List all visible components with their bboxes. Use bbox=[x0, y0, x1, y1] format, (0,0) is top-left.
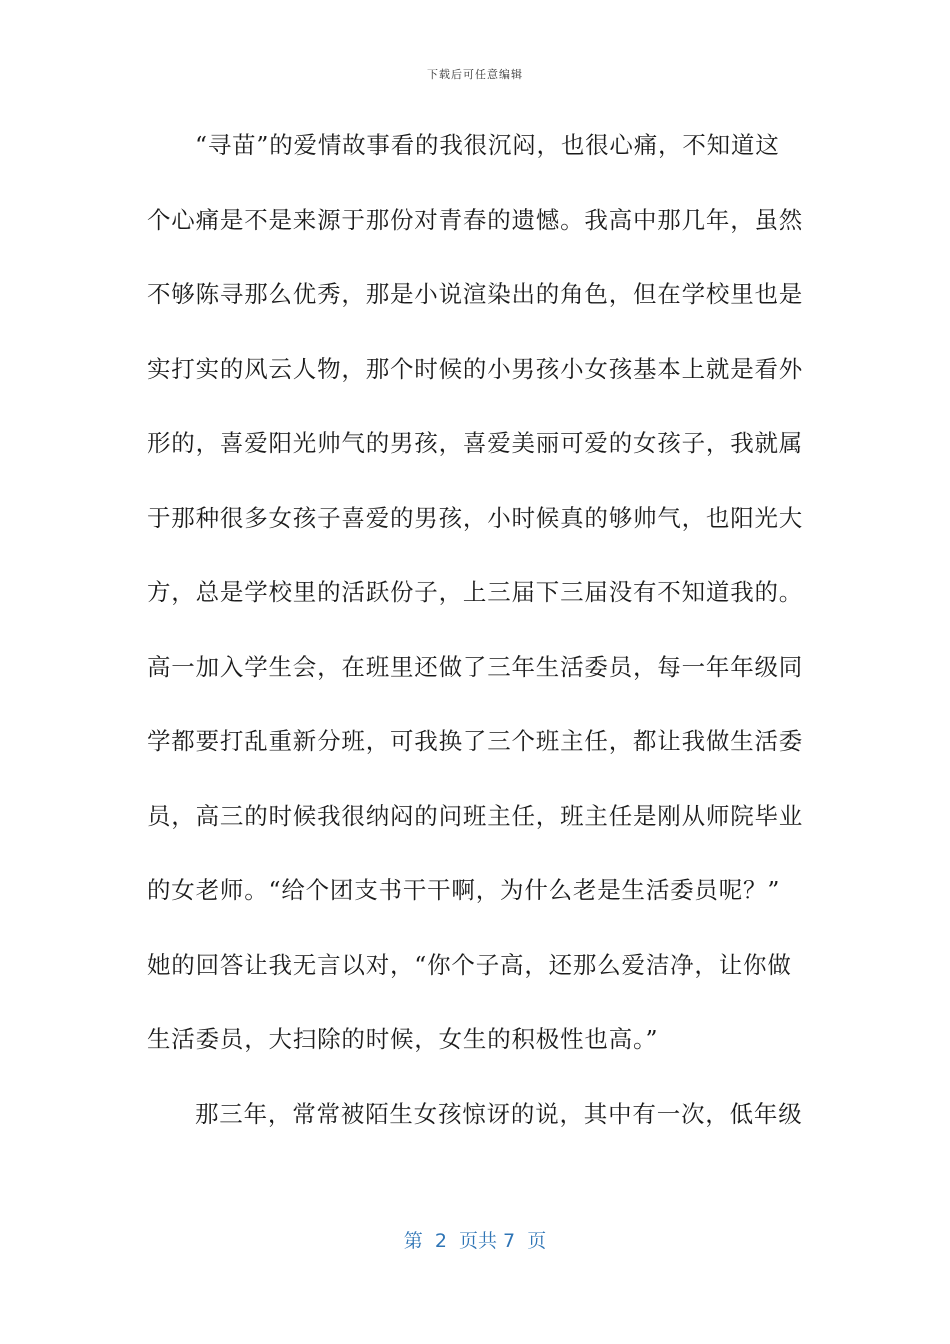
paragraph-line-9: 学都要打乱重新分班，可我换了三个班主任，都让我做生活委 bbox=[147, 727, 804, 755]
page-number-footer: 第 2 页共 7 页 bbox=[403, 1230, 547, 1252]
paragraph-line-12: 她的回答让我无言以对，“你个子高，还那么爱洁净，让你做 bbox=[147, 950, 792, 979]
paragraph-line-7: 方，总是学校里的活跃份子，上三届下三届没有不知道我的。 bbox=[147, 578, 804, 606]
paragraph-line-4: 实打实的风云人物，那个时候的小男孩小女孩基本上就是看外 bbox=[147, 354, 804, 383]
paragraph-line-14: 那三年，常常被陌生女孩惊讶的说，其中有一次，低年级 bbox=[195, 1099, 803, 1128]
paragraph-line-10: 员，高三的时候我很纳闷的问班主任，班主任是刚从师院毕业 bbox=[147, 801, 804, 830]
paragraph-line-2: 个心痛是不是来源于那份对青春的遗憾。我高中那几年，虽然 bbox=[147, 205, 804, 234]
paragraph-line-5: 形的，喜爱阳光帅气的男孩，喜爱美丽可爱的女孩子，我就属 bbox=[147, 429, 804, 457]
paragraph-line-11: 的女老师。“给个团支书干干啊，为什么老是生活委员呢？” bbox=[147, 876, 781, 904]
paragraph-line-13: 生活委员，大扫除的时候，女生的积极性也高。” bbox=[147, 1025, 659, 1053]
document-body bbox=[147, 120, 804, 1163]
paragraph-line-3: 不够陈寻那么优秀，那是小说渲染出的角色，但在学校里也是 bbox=[147, 280, 804, 308]
paragraph-line-6: 于那种很多女孩子喜爱的男孩，小时候真的够帅气，也阳光大 bbox=[147, 503, 804, 532]
paragraph-line-1: “寻苗”的爱情故事看的我很沉闷，也很心痛，不知道这 bbox=[195, 131, 780, 159]
page-header: 下载后可任意编辑 bbox=[427, 68, 523, 81]
paragraph-line-8: 高一加入学生会，在班里还做了三年生活委员，每一年年级同 bbox=[147, 652, 804, 681]
